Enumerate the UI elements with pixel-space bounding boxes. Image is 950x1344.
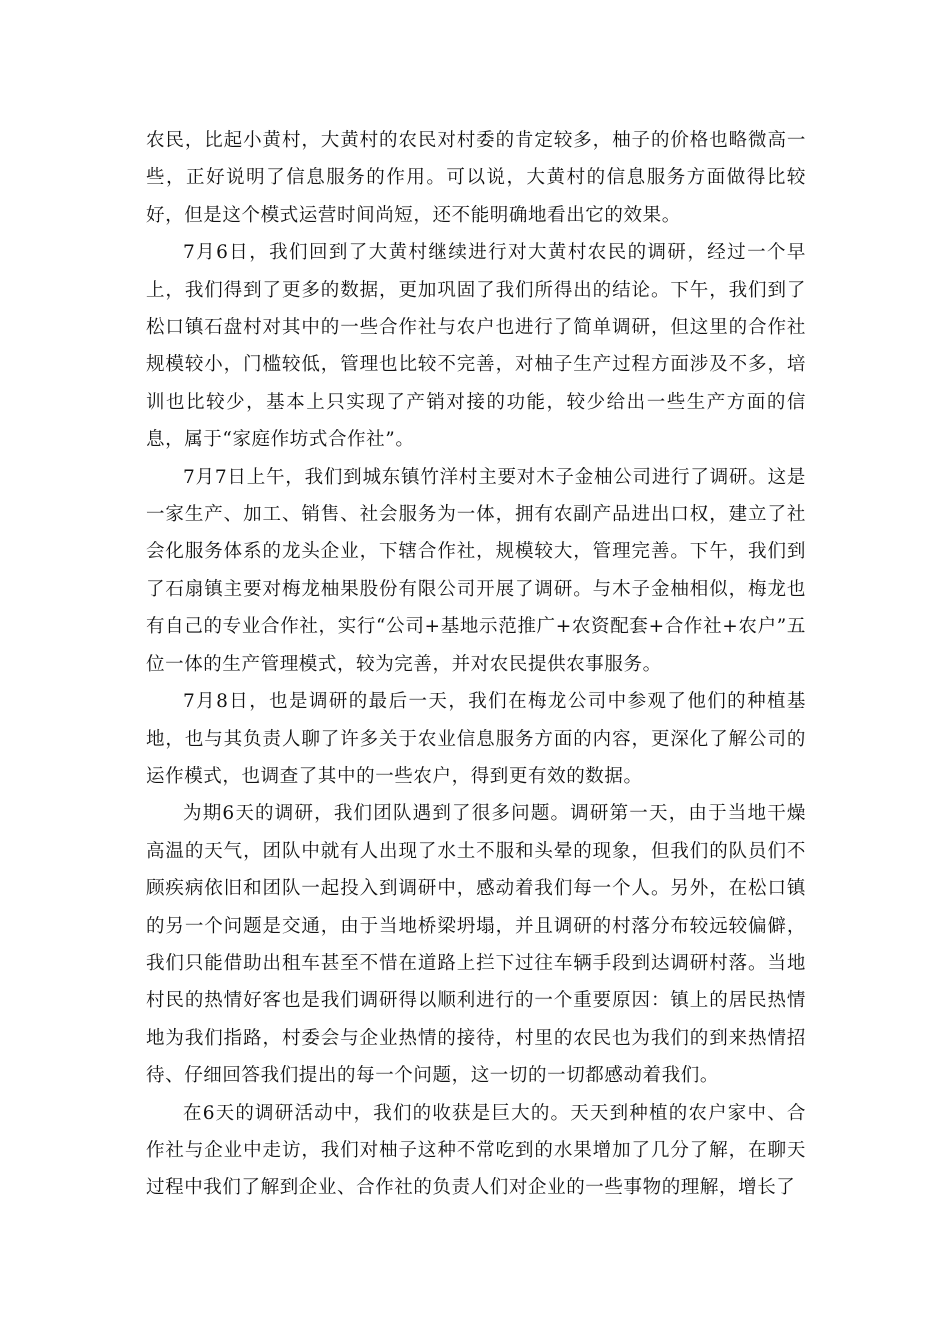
paragraph-continuation: 农民，比起小黄村，大黄村的农民对村委的肯定较多，柚子的价格也略微高一些，正好说明了信息服务的作用。可以说，大黄村的信息服务方面做得比较好，但是这个模式运营时间尚短，还不能明确地看出它的效果。 xyxy=(146,130,806,226)
body-text xyxy=(146,122,806,1207)
paragraph-july-7: 7月7日上午，我们到城东镇竹洋村主要对木子金柚公司进行了调研。这是一家生产、加工、销售、社会服务为一体，拥有农副产品进出口权，建立了社会化服务体系的龙头企业，下辖合作社，规模较大，管理完善。下午，我们到了石扇镇主要对梅龙柚果股份有限公司开展了调研。与木子金柚相似，梅龙也有自己的专业合作社，实行“公司+基地示范推广+农资配套+合作社+农户”五位一体的生产管理模式，较为完善，并对农民提供农事服务。 xyxy=(146,466,806,675)
paragraph-problems: 为期6天的调研，我们团队遇到了很多问题。调研第一天，由于当地干燥高温的天气，团队中就有人出现了水土不服和头晕的现象，但我们的队员们不顾疾病依旧和团队一起投入到调研中，感动着我们每一个人。另外，在松口镇的另一个问题是交通，由于当地桥梁坍塌，并且调研的村落分布较远较偏僻，我们只能借助出租车甚至不惜在道路上拦下过往车辆手段到达调研村落。当地村民的热情好客也是我们调研得以顺利进行的一个重要原因：镇上的居民热情地为我们指路，村委会与企业热情的接待，村里的农民也为我们的到来热情招待、仔细回答我们提出的每一个问题，这一切的一切都感动着我们。 xyxy=(146,803,806,1087)
paragraph-july-6: 7月6日，我们回到了大黄村继续进行对大黄村农民的调研，经过一个早上，我们得到了更多的数据，更加巩固了我们所得出的结论。下午，我们到了松口镇石盘村对其中的一些合作社与农户也进行了简单调研，但这里的合作社规模较小，门槛较低，管理也比较不完善，对柚子生产过程方面涉及不多，培训也比较少，基本上只实现了产销对接的功能，较少给出一些生产方面的信息，属于“家庭作坊式合作社”。 xyxy=(146,242,806,451)
paragraph-gains: 在6天的调研活动中，我们的收获是巨大的。天天到种植的农户家中、合作社与企业中走访，我们对柚子这种不常吃到的水果增加了几分了解，在聊天过程中我们了解到企业、合作社的负责人们对企业的一些事物的理解，增长了 xyxy=(146,1102,806,1199)
paragraph-july-8: 7月8日，也是调研的最后一天，我们在梅龙公司中参观了他们的种植基地，也与其负责人聊了许多关于农业信息服务方面的内容，更深化了解公司的运作模式，也调查了其中的一些农户，得到更有效的数据。 xyxy=(146,691,806,787)
